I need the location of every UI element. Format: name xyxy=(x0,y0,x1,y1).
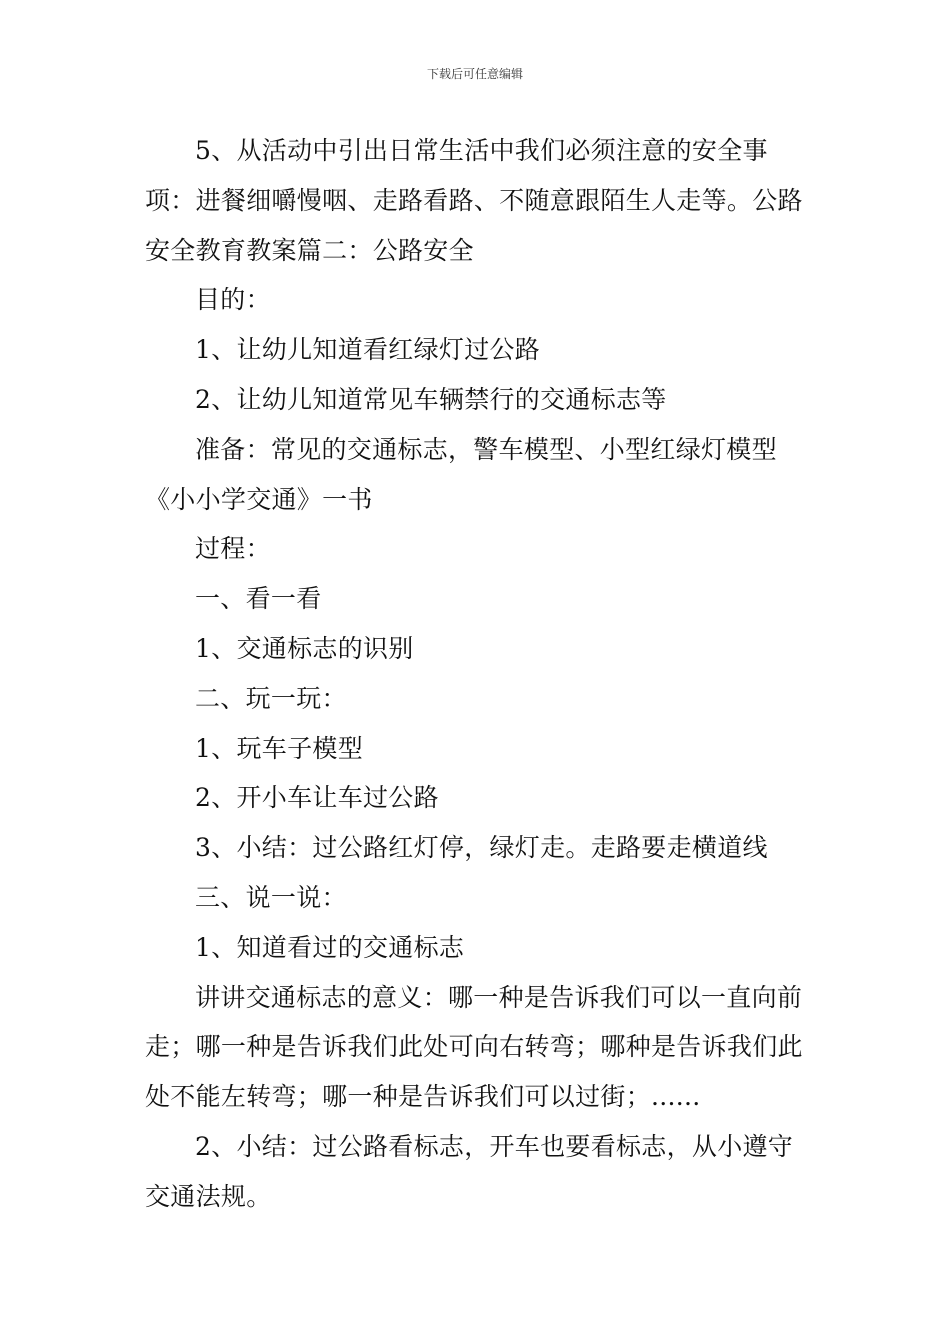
paragraph-talk-summary: 2、小结：过公路看标志，开车也要看标志，从小遵守交通法规。 xyxy=(145,1131,794,1211)
paragraph-sign-meanings: 讲讲交通标志的意义：哪一种是告诉我们可以一直向前走；哪一种是告诉我们此处可向右转弯；哪种是告诉我们此处不能左转弯；哪一种是告诉我们可以过街；...... xyxy=(145,982,803,1112)
paragraph-talk-1: 1、知道看过的交通标志 xyxy=(195,932,465,962)
paragraph-preparation: 准备：常见的交通标志，警车模型、小型红绿灯模型《小小学交通》一书 xyxy=(145,434,777,514)
paragraph-goal-2: 2、让幼儿知道常见车辆禁行的交通标志等 xyxy=(195,384,667,414)
paragraph-safety-items: 5、从活动中引出日常生活中我们必须注意的安全事项：进餐细嚼慢咽、走路看路、不随意跟陌生人走等。公路安全教育教案篇二：公路安全 xyxy=(145,136,803,265)
paragraph-goal-1: 1、让幼儿知道看红绿灯过公路 xyxy=(195,335,541,365)
paragraph-section-play: 二、玩一玩： xyxy=(195,683,347,713)
paragraph-play-1: 1、玩车子模型 xyxy=(195,733,364,763)
paragraph-section-talk: 三、说一说： xyxy=(195,882,347,912)
paragraph-play-summary: 3、小结：过公路红灯停，绿灯走。走路要走横道线 xyxy=(195,833,768,863)
paragraph-look-1: 1、交通标志的识别 xyxy=(195,633,414,663)
document-body xyxy=(145,126,810,1222)
paragraph-play-2: 2、开小车让车过公路 xyxy=(195,783,439,813)
paragraph-process-heading: 过程： xyxy=(195,534,271,564)
paragraph-section-look: 一、看一看 xyxy=(195,584,322,614)
paragraph-goal-heading: 目的： xyxy=(195,285,271,315)
page-header-note: 下载后可任意编辑 xyxy=(426,67,523,81)
